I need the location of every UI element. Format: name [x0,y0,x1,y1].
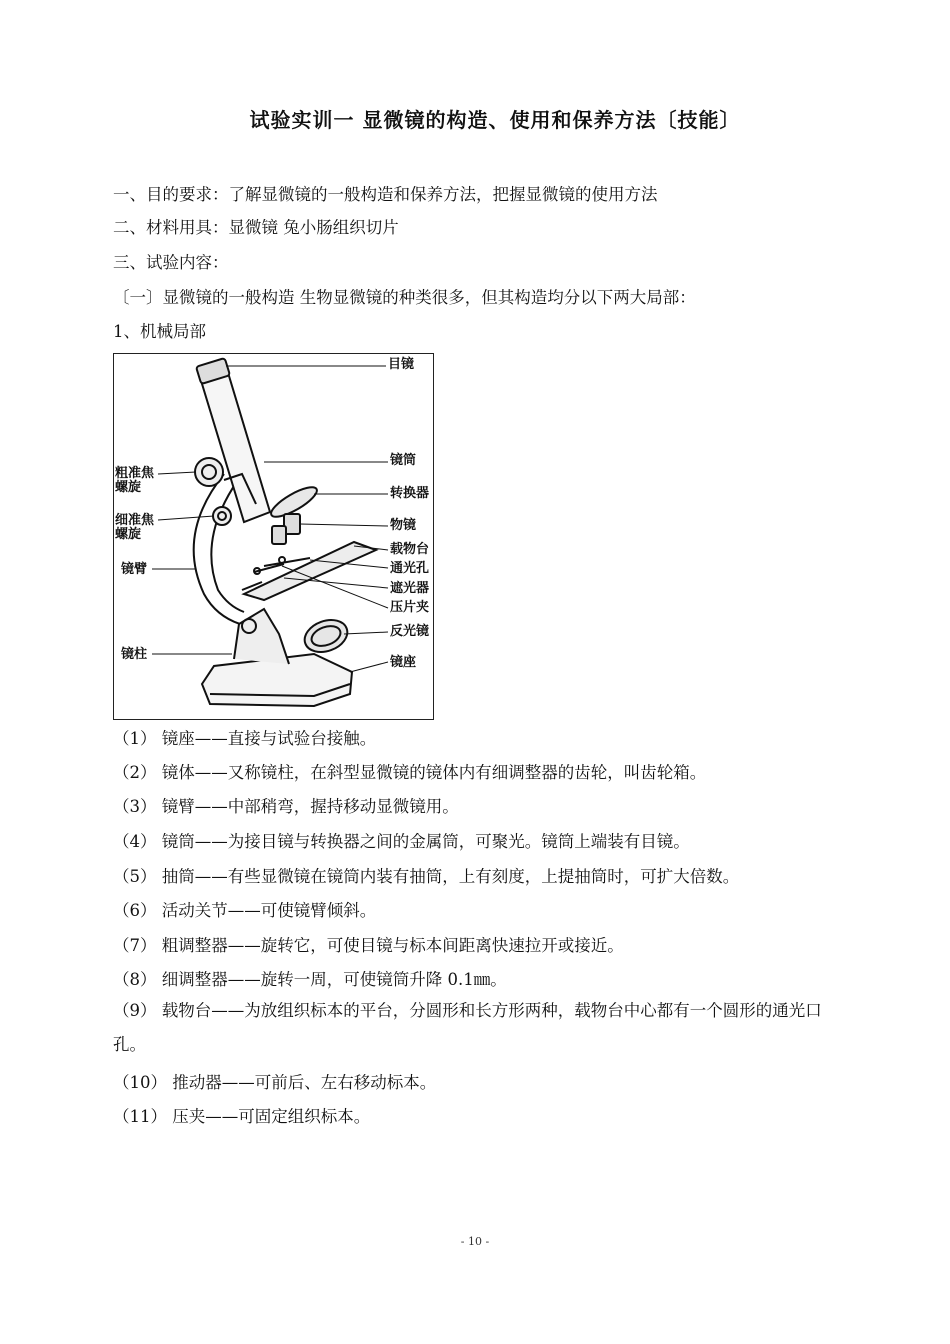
mechanical-heading: 1、机械局部 [113,322,206,341]
label-arm: 镜臂 [121,562,148,577]
item-6: （6） 活动关节——可使镜臂倾斜。 [113,901,377,920]
page-title: 试验实训一 显微镜的构造、使用和保养方法〔技能〕 [249,108,741,132]
item-3: （3） 镜臂——中部稍弯，握持移动显微镜用。 [113,797,459,816]
label-diaphragm: 遮光器 [390,581,430,596]
item-10: （10） 推动器——可前后、左右移动标本。 [113,1073,437,1092]
microscope-figure [113,353,434,720]
item-8: （8） 细调整器——旋转一周，可使镜筒升降 0.1㎜。 [113,970,507,989]
label-stage: 载物台 [390,542,430,557]
microscope-illustration [114,354,435,721]
label-tube: 镜筒 [390,453,417,468]
label-objective: 物镜 [390,518,417,533]
materials-line: 二、材料用具：显微镜 兔小肠组织切片 [113,218,399,237]
label-base: 镜座 [390,655,417,670]
page-number: - 10 - [460,1235,490,1248]
item-9: （9） 载物台——为放组织标本的平台，分圆形和长方形两种，载物台中心都有一个圆形的通光口孔。 [113,1001,822,1054]
label-eyepiece: 目镜 [388,357,415,372]
label-aperture: 通光孔 [390,561,430,576]
item-7: （7） 粗调整器——旋转它，可使目镜与标本间距离快速拉开或接近。 [113,936,624,955]
label-coarse-focus: 粗准焦螺旋 [115,466,155,495]
label-mirror: 反光镜 [390,624,430,639]
item-1: （1） 镜座——直接与试验台接触。 [113,729,377,748]
item-5: （5） 抽筒——有些显微镜在镜筒内装有抽筒，上有刻度，上提抽筒时，可扩大倍数。 [113,867,740,886]
label-pillar: 镜柱 [121,647,148,662]
item-11: （11） 压夹——可固定组织标本。 [113,1107,371,1126]
content-heading: 三、试验内容： [113,253,229,272]
label-fine-focus: 细准焦螺旋 [115,513,155,542]
subsection-heading: 〔一〕显微镜的一般构造 生物显微镜的种类很多，但其构造均分以下两大局部： [113,288,696,307]
purpose-line: 一、目的要求：了解显微镜的一般构造和保养方法，把握显微镜的使用方法 [113,185,658,204]
label-nosepiece: 转换器 [390,486,430,501]
item-2: （2） 镜体——又称镜柱，在斜型显微镜的镜体内有细调整器的齿轮，叫齿轮箱。 [113,763,707,782]
item-4: （4） 镜筒——为接目镜与转换器之间的金属筒，可聚光。镜筒上端装有目镜。 [113,832,690,851]
label-stage-clip: 压片夹 [390,600,430,615]
